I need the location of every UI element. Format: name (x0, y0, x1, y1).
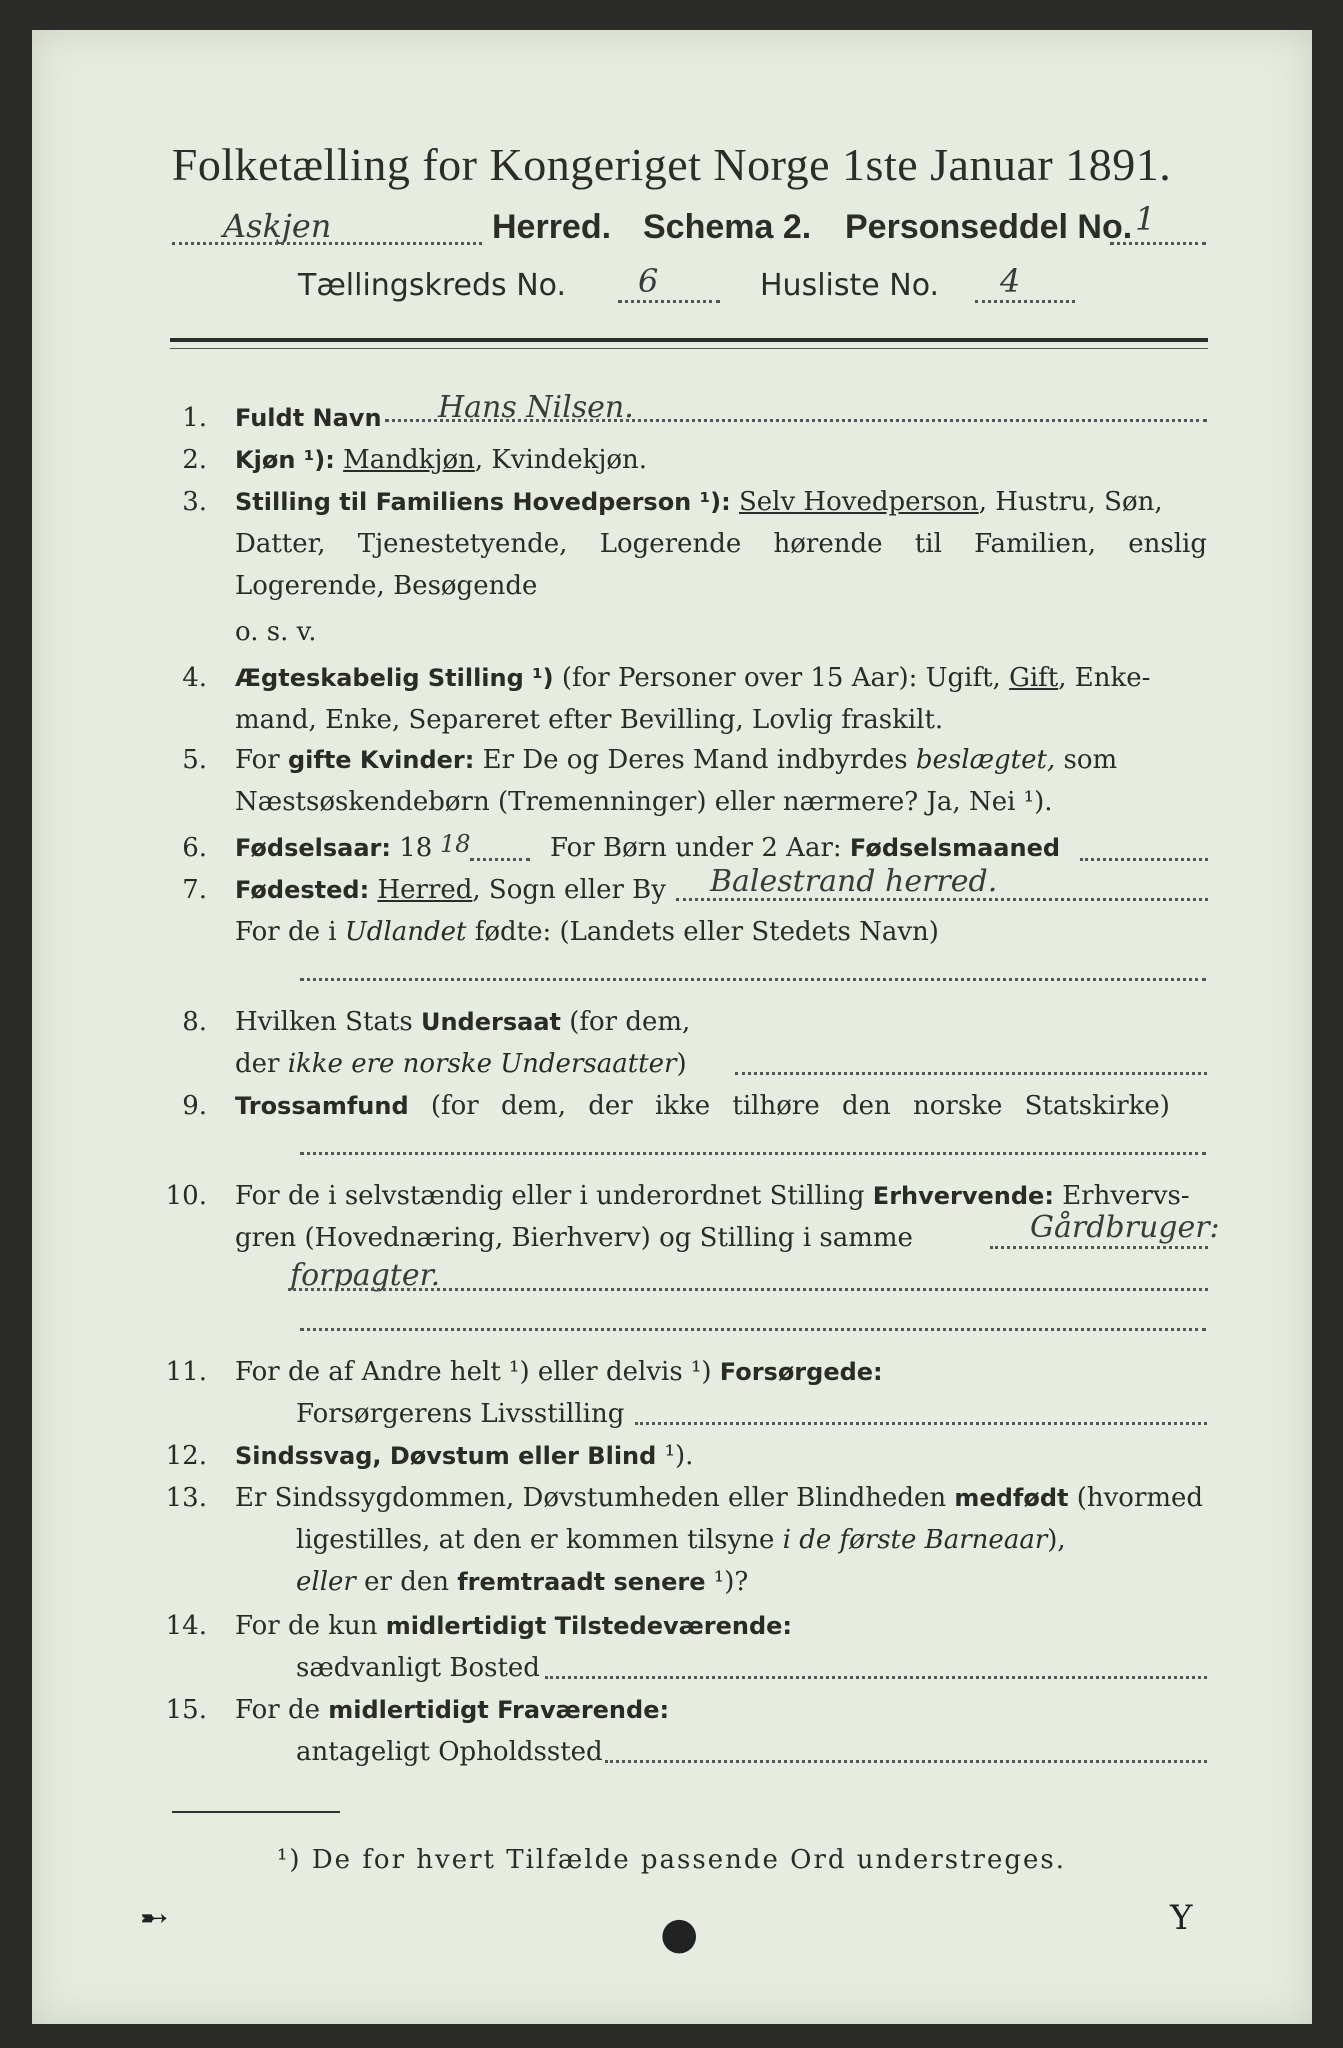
q4-option-gift: Gift (1009, 663, 1059, 693)
q13-line3a: er den (355, 1567, 458, 1597)
q5-label: gifte Kvinder: (287, 746, 475, 774)
herred-dots (172, 242, 482, 245)
q5-text: Er De og Deres Mand indbyrdes (474, 745, 916, 775)
header-rule (170, 338, 1208, 342)
q10-post: Erhvervs- (1053, 1181, 1190, 1211)
husliste-value: 4 (1000, 262, 1021, 300)
q3-number: 3. (182, 487, 207, 517)
q3-line3: Logerende, Besøgende (235, 571, 538, 601)
q6-dots-year (470, 858, 530, 861)
q2-options-rest: , Kvindekjøn. (474, 445, 648, 475)
q7-line2a: For de i (235, 917, 345, 947)
husliste-dots (975, 300, 1075, 303)
q13-line2-italic: i de første Barneaar (782, 1525, 1048, 1555)
q15-number: 15. (165, 1695, 207, 1725)
q4-text: (for Personer over 15 Aar): Ugift, (553, 663, 1010, 693)
herred-value: Askjen (223, 207, 332, 245)
personseddel-value: 1 (1135, 200, 1156, 238)
q10-dots-3 (300, 1328, 1206, 1331)
q5-row (0, 740, 1343, 780)
q6-prefix: 18 (391, 833, 433, 863)
q7-line2-italic: Udlandet (344, 917, 467, 947)
q3-options-rest: , Hustru, Søn, (978, 487, 1163, 517)
q7-text: , Sogn eller By (472, 875, 666, 905)
footnote-separator (172, 1811, 340, 1813)
q3-label: Stilling til Familiens Hovedperson ¹): (235, 488, 731, 516)
q8-row (0, 1002, 1343, 1042)
q6-label2: Fødselsmaaned (849, 834, 1061, 862)
q4-line2: mand, Enke, Separeret efter Bevilling, Lovlig fraskilt. (235, 705, 944, 735)
q10-label: Erhvervende: (872, 1182, 1054, 1210)
q14-number: 14. (165, 1611, 207, 1641)
q11-pre: For de af Andre helt ¹) eller delvis ¹) (235, 1357, 720, 1387)
q12-label: Sindssvag, Døvstum eller Blind (235, 1442, 657, 1470)
q13-row (0, 1478, 1343, 1518)
q12-number: 12. (165, 1441, 207, 1471)
corner-mark-right-icon: Y (1170, 1898, 1193, 1938)
q10-line2: gren (Hovednæring, Bierhverv) og Stilling i samme (235, 1223, 913, 1253)
husliste-label: Husliste No. (760, 268, 940, 303)
q4-row (0, 658, 1343, 698)
q9-label: Trossamfund (235, 1092, 409, 1120)
q7-option-herred: Herred (377, 875, 473, 905)
q5-number: 5. (182, 745, 207, 775)
q13-pre: Er Sindssygdommen, Døvstumheden eller Blindheden (235, 1483, 955, 1513)
q9-dots (300, 1152, 1206, 1155)
q9-number: 9. (182, 1091, 207, 1121)
q1-dots (385, 419, 1207, 422)
q3-line4: o. s. v. (235, 617, 317, 647)
q8-line2a: der (235, 1049, 288, 1079)
q9-row (0, 1086, 1343, 1126)
header-rule-thin (170, 348, 1208, 349)
q15-dots (605, 1760, 1207, 1763)
q6-row (0, 828, 1343, 868)
q5-italic: beslægtet, (915, 745, 1056, 775)
q1-label: Fuldt Navn (235, 404, 382, 432)
q5-text-end: som (1055, 745, 1118, 775)
q2-row (0, 440, 1343, 480)
q8-line2-italic: ikke ere norske Undersaatter (287, 1049, 677, 1079)
q1-number: 1. (182, 403, 207, 433)
q7-label: Fødested: (235, 876, 370, 904)
q13-line3-italic: eller (296, 1567, 356, 1597)
q8-line2b: ) (676, 1049, 687, 1079)
personseddel-label: Personseddel No. (845, 208, 1133, 246)
q13-line2a: ligestilles, at den er kommen tilsyne (296, 1525, 783, 1555)
q14-label: midlertidigt Tilstedeværende: (385, 1612, 793, 1640)
q14-dots (545, 1676, 1207, 1679)
q5-line2: Næstsøskendebørn (Tremenninger) eller nærmere? Ja, Nei ¹). (235, 787, 1053, 817)
q8-dots (735, 1072, 1207, 1075)
q10-value-2: forpagter. (290, 1258, 441, 1293)
q13-number: 13. (165, 1483, 207, 1513)
q15-line2: antageligt Opholdssted (296, 1737, 603, 1767)
q10-number: 10. (165, 1181, 207, 1211)
footnote: ¹) De for hvert Tilfælde passende Ord understreges. (276, 1845, 1066, 1875)
q4-label: Ægteskabelig Stilling ¹) (235, 664, 554, 692)
q13-post: (hvormed (1068, 1483, 1204, 1513)
q15-pre: For de (235, 1695, 329, 1725)
q13-line3-bold: fremtraadt senere (457, 1568, 706, 1596)
q3-line2: Datter, Tjenestetyende, Logerende hørende til Familien, enslig (235, 529, 1207, 559)
q6-dots-month (1080, 858, 1208, 861)
q14-pre: For de kun (235, 1611, 386, 1641)
q9-text: (for dem, der ikke tilhøre den norske Statskirke) (408, 1091, 1170, 1121)
q13-line2b: ), (1047, 1525, 1066, 1555)
q7-number: 7. (182, 875, 207, 905)
personseddel-dots (1110, 242, 1206, 245)
q6-label: Fødselsaar: (235, 834, 391, 862)
q11-row (0, 1352, 1343, 1392)
q8-number: 8. (182, 1007, 207, 1037)
q11-number: 11. (165, 1357, 207, 1387)
q1-row (0, 390, 1343, 438)
q14-line2: sædvanligt Bosted (296, 1653, 540, 1683)
q13-label: medfødt (954, 1484, 1069, 1512)
kreds-label: Tællingskreds No. (298, 268, 566, 303)
q7-row (0, 864, 1343, 910)
q13-line3c: ¹)? (705, 1567, 749, 1597)
form-title: Folketælling for Kongeriget Norge 1ste Januar 1891. (171, 139, 1172, 190)
q12-post: ¹). (656, 1441, 694, 1471)
ink-blot-icon: ● (660, 1908, 699, 1959)
q6-text: For Børn under 2 Aar: (550, 833, 850, 863)
q6-number: 6. (182, 833, 207, 863)
q12-row (0, 1436, 1343, 1476)
q7-dots-2 (300, 978, 1206, 981)
q5-pre: For (235, 745, 288, 775)
q7-dots (676, 898, 1208, 901)
q11-label: Forsørgede: (719, 1358, 883, 1386)
kreds-value: 6 (638, 262, 659, 300)
q3-row (0, 482, 1343, 522)
q3-option-selv: Selv Hovedperson (738, 487, 979, 517)
q10-value-1: Gårdbruger: (1030, 1210, 1220, 1245)
q11-dots (635, 1422, 1207, 1425)
q8-post: (for dem, (560, 1007, 691, 1037)
herred-label: Herred. (492, 208, 612, 246)
q2-option-mandkjon: Mandkjøn (343, 445, 475, 475)
q6-value: 18 (440, 830, 471, 858)
q10-dots-2 (288, 1288, 1208, 1291)
q15-row (0, 1690, 1343, 1730)
schema-label: Schema 2. (643, 208, 812, 246)
herred-line (175, 207, 332, 246)
q11-line2: Forsørgerens Livsstilling (296, 1399, 625, 1429)
q2-number: 2. (182, 445, 207, 475)
q2-label: Kjøn ¹): (235, 446, 335, 474)
corner-mark-left-icon: ➸ (140, 1898, 169, 1938)
q7-value: Balestrand herred. (710, 864, 998, 899)
q8-label: Undersaat (420, 1008, 561, 1036)
q7-line2b: fødte: (Landets eller Stedets Navn) (466, 917, 939, 947)
q1-value: Hans Nilsen. (438, 390, 634, 425)
q4-text-end: , Enke- (1058, 663, 1151, 693)
q10-pre: For de i selvstændig eller i underordnet Stilling (235, 1181, 873, 1211)
q8-pre: Hvilken Stats (235, 1007, 421, 1037)
q4-number: 4. (182, 663, 207, 693)
q10-dots-1 (990, 1246, 1208, 1249)
q15-label: midlertidigt Fraværende: (328, 1696, 670, 1724)
kreds-dots (618, 300, 720, 303)
q14-row (0, 1606, 1343, 1646)
